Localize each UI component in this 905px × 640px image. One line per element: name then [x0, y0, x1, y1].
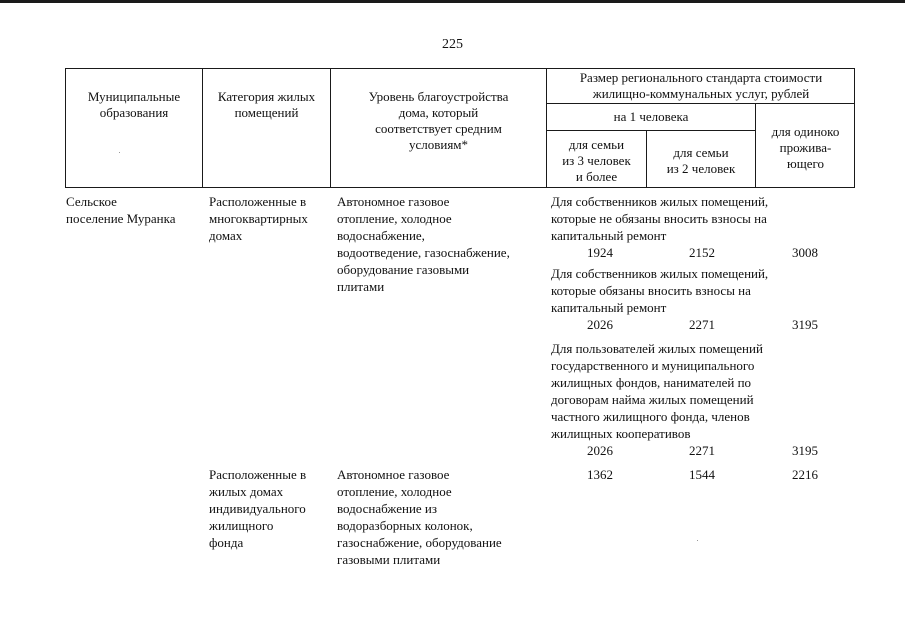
top-border-line: [0, 0, 905, 3]
group3-family2: 2271: [689, 443, 715, 458]
group1-label: Для собственников жилых помещений, которые не обязаны вносить взносы на капитальный ремонт: [551, 194, 769, 243]
header-hline-2: [546, 130, 755, 131]
header-municipal: Муниципальные образования: [87, 89, 181, 120]
group3-label: Для пользователей жилых помещений государственного и муниципального жилищных фондов, нанимателей по договорам найма жилых помещений частного жилищного фонда, членов жилищных кооперативов: [551, 341, 763, 441]
group3-single: 3195: [792, 443, 818, 458]
header-level: Уровень благоустройства дома, который соответствует средним условиям*: [368, 89, 509, 152]
level-individual-houses: Автономное газовое отопление, холодное водоснабжение из водоразборных колонок, газоснабжение, оборудование газовыми плитами: [337, 467, 502, 567]
municipal-name: Сельское поселение Муранка: [66, 194, 176, 226]
header-per-person: на 1 человека: [613, 109, 689, 124]
level-apartment-buildings: Автономное газовое отопление, холодное водоснабжение, водоотведение, газоснабжение, оборудование газовыми плитами: [337, 194, 510, 294]
group1-family2: 2152: [689, 245, 715, 260]
header-family-2: для семьи из 2 человек: [666, 145, 736, 176]
header-single: для одиноко прожива- ющего: [771, 124, 840, 171]
group3-family3: 2026: [587, 443, 613, 458]
header-divider-1: [202, 68, 203, 188]
group4-family3: 1362: [587, 467, 613, 482]
scan-speck: [119, 152, 120, 153]
scan-speck: [697, 540, 698, 541]
group2-single: 3195: [792, 317, 818, 332]
page-number: 225: [442, 37, 463, 52]
header-family-3: для семьи из 3 человек и более: [562, 137, 631, 184]
group4-single: 2216: [792, 467, 818, 482]
group2-family2: 2271: [689, 317, 715, 332]
group1-family3: 1924: [587, 245, 613, 260]
group1-single: 3008: [792, 245, 818, 260]
group2-label: Для собственников жилых помещений, которые обязаны вносить взносы на капитальный ремонт: [551, 266, 769, 315]
category-individual-houses: Расположенные в жилых домах индивидуального жилищного фонда: [209, 467, 307, 550]
group4-family2: 1544: [689, 467, 715, 482]
header-category: Категория жилых помещений: [217, 89, 316, 120]
group2-family3: 2026: [587, 317, 613, 332]
header-size: Размер регионального стандарта стоимости жилищно-коммунальных услуг, рублей: [579, 70, 823, 101]
category-apartment-buildings: Расположенные в многоквартирных домах: [209, 194, 308, 243]
header-hline-1: [546, 103, 855, 104]
